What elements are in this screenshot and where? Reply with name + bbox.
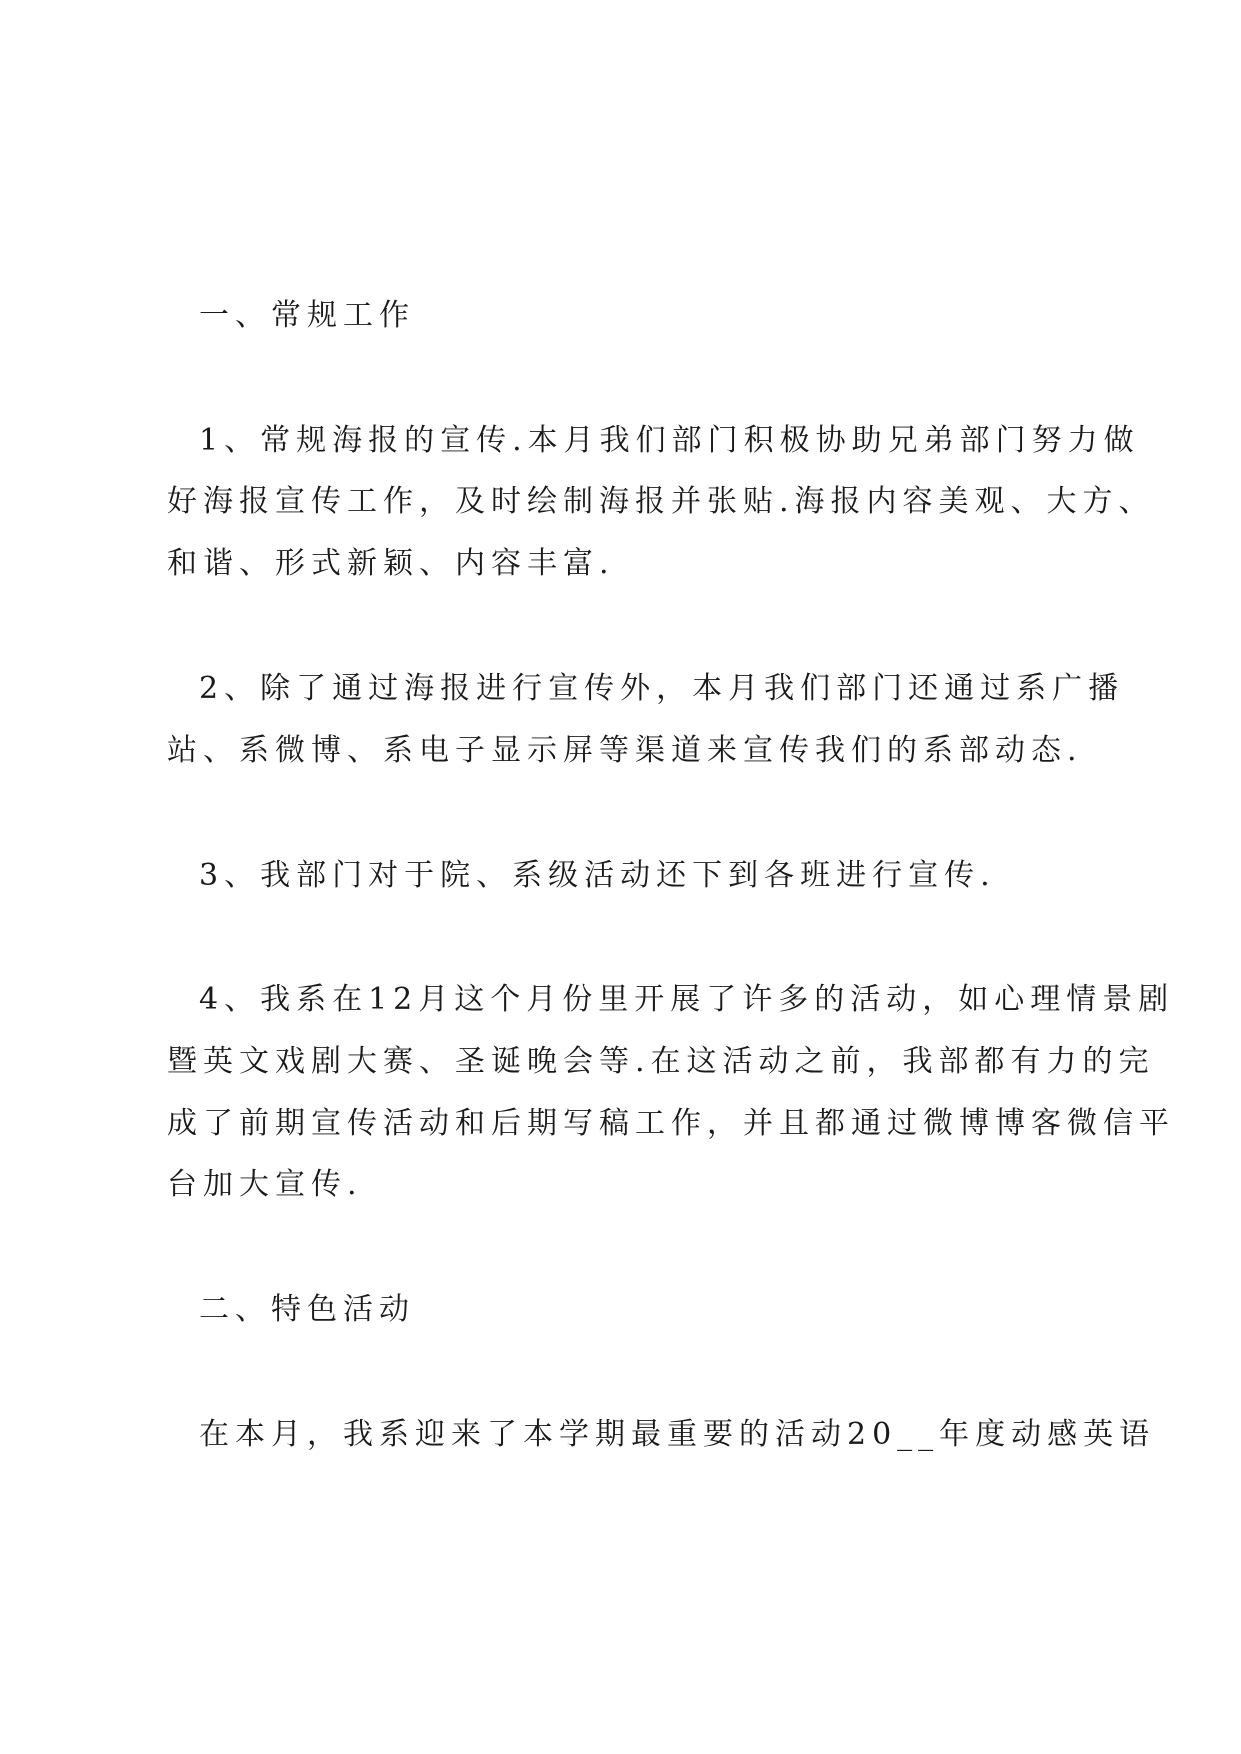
section-heading-routine-work: 一、常规工作	[199, 298, 415, 333]
item-1-line-3: 和谐、形式新颖、内容丰富.	[167, 546, 615, 581]
item-1-line-1: 1、常规海报的宣传.本月我们部门积极协助兄弟部门努力做	[199, 423, 1140, 458]
item-2-line-1: 2、除了通过海报进行宣传外，本月我们部门还通过系广播	[199, 671, 1125, 706]
item-4-line-3: 成了前期宣传活动和后期写稿工作，并且都通过微博博客微信平	[167, 1106, 1175, 1141]
section-heading-featured-activities: 二、特色活动	[199, 1292, 415, 1327]
paragraph-line-1: 在本月，我系迎来了本学期最重要的活动20__年度动感英语	[199, 1417, 1156, 1452]
item-2-line-2: 站、系微博、系电子显示屏等渠道来宣传我们的系部动态.	[167, 733, 1083, 768]
item-4-line-4: 台加大宣传.	[167, 1167, 363, 1202]
item-3-line-1: 3、我部门对于院、系级活动还下到各班进行宣传.	[199, 858, 996, 893]
item-1-line-2: 好海报宣传工作，及时绘制海报并张贴.海报内容美观、大方、	[167, 484, 1155, 519]
item-4-line-1: 4、我系在12月这个月份里开展了许多的活动，如心理情景剧	[199, 982, 1175, 1017]
item-4-line-2: 暨英文戏剧大赛、圣诞晚会等.在这活动之前，我部都有力的完	[167, 1044, 1155, 1079]
